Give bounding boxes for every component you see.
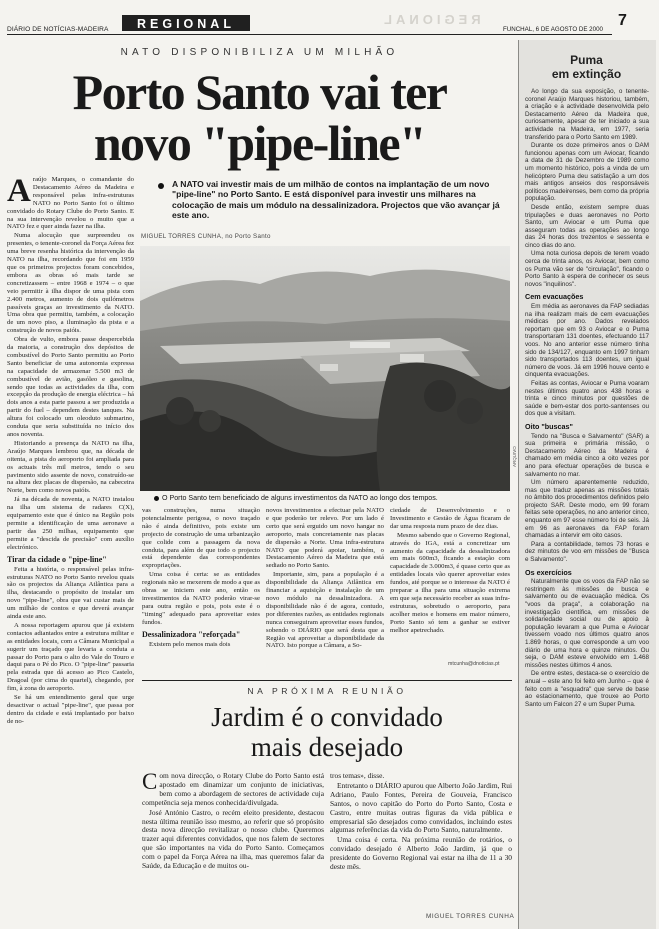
newspaper-name: DIÁRIO DE NOTÍCIAS-MADEIRA (7, 26, 109, 33)
col1-subhead: Tirar da cidade o "pipe-line" (7, 554, 107, 564)
main-col-2 (142, 507, 260, 667)
sidebar-body (525, 88, 649, 926)
author-email: mtcunha@dnoticias.pt (448, 661, 500, 667)
section-mirror: REGIONAL (380, 12, 481, 27)
col1-para-7: A nossa reportagem apurou que já existem contactos adiantados entre a estrutura militar e as entidades locais, com a Câmara Municipal a sugerir um traçado que levaria a conduta a passar do Porto para o alto do Vale do Touro e daqui para o Pé do Pico. O "pipe-line" passaria pela estrada que dá acesso ao Pico Castelo, Dragoal (por cima do quartel), chegando, por fim, à zona do aeroporto. (7, 621, 134, 693)
second-headline-line2: mais desejado (250, 732, 404, 762)
caption-bullet-icon (154, 496, 159, 501)
col1-para-6: Feita a história, o responsável pelas infra-estruturas NATO no Porto Santo revelou quais são os projectos da Aliança Atlântica para a ilha, destacando o propósito de instalar um novo "pipe-line", obra que vai custar mais de um milhão de contos e que deverá avançar ainda este ano. (7, 565, 134, 621)
sidebar-subhead-1: Cem evacuações (525, 292, 584, 302)
second-col-1 (142, 772, 324, 922)
second-credit: MIGUEL TORRES CUNHA (426, 913, 515, 920)
second-kicker: NA PRÓXIMA REUNIÃO (247, 686, 407, 696)
second-col1-para-2: José António Castro, o recém eleito presidente, destacou nesta última reunião isso mesmo, ao referir que só propósito desta nova direcção revitalizar o nosso clube. Queremos trazer aqui diferentes convidados, que nos falem de sectores que são importantes na vida do Porto Santo. Começamos com o papel da Força Aérea na ilha, mas queremos falar da Saúde, da Educação e de muitos ou- (142, 807, 324, 871)
photo-caption-text: O Porto Santo tem beneficiado de alguns investimentos da NATO ao longo dos tempos. (162, 494, 438, 502)
photo-side-credit: ARQUIVO (512, 446, 517, 467)
second-col2-para-3: Uma coisa é certa. Na próxima reunião de rotários, o convidado desejado é Alberto João Jardim, já que o presidente do Governo Regional vai estar na ilha de 11 a 30 deste mês. (330, 835, 512, 872)
second-col2-para-2: Entretanto o DIÁRIO apurou que Alberto João Jardim, Rui Adriano, Paulo Fontes, Pereira de Gouveia, Francisco Santos, o novo capitão do Porto do Porto Santo, Costa e Castro, entre muitas outras figuras da vida pública e empresarial são desejados como convidados, incluindo estes algumas referências da vida do Porto Santo, naturalmente. (330, 780, 512, 835)
photo-credit: MIGUEL TORRES CUNHA, no Porto Santo (141, 233, 271, 240)
sidebar-para-3: Desde então, existem sempre duas tripulações e duas aeronaves no Porto Santo, um Aviocar e um Puma que asseguram todas as operações ao longo das 24 horas dos trezentos e sessenta e cinco dias do ano. (525, 203, 649, 249)
col1-para-1: raújo Marques, o comandante do Destacamento Aéreo da Madeira e responsável pelas infra-estruturas NATO no Porto Santo foi o último convidado do Rotary Clube do Porto Santo. E na sua intervenção revelou o muito que a NATO fez e quer ainda fazer na ilha. (7, 176, 134, 231)
sidebar-title-line1: Puma (570, 53, 603, 67)
sidebar-para-6: Feitas as contas, Aviocar e Puma voaram nestes últimos quatro anos 438 horas e trinta e cinco minutos por questões de saúde e bem-estar dos porto-santenses ou dos que a visitam. (525, 379, 649, 418)
col1-para-3: Obra de vulto, embora passe despercebida da maioria, a construção dos depósitos de combustível do Porto Santo permitiu ao Porto Santo beneficiar de uma autonomia expressa na capacidade de armazenar 5.500 m3 de combustível de avião, gasóleo e gasolina, sendo que todas as actividades da ilha, com excepção da produção de energia eléctrica – há dois anos a esta parte passou a ser produzida a partir do fuel – dependem destes tanques. Na altura foi colocado um oleoduto submarino, conduta que seria substituída no início dos anos noventa. (7, 336, 134, 438)
main-lead: A NATO vai investir mais de um milhão de contos na implantação de um novo "pipe-line" no Porto Santo. E está disponível para investir uns milhares na colocação de mais um módulo na dessalinizadora. Projectos que vão avançar já este ano. (172, 179, 500, 221)
sidebar-para-10: Naturalmente que os voos da FAP não se restringem às missões de busca e salvamento ou de evacuação médica. Os "voos da praça", a colaboração na investigação científica, em missões de solidariedade social ou de apoio à população levaram a que Puma e Aviocar tivessem voado nos últimos quatro anos 1.869 horas, o que corresponde a um voo diário de uma hora e quinze minutos. Ou seja, o DAM esteve envolvido em 1.468 missões nestes últimos 4 anos. (525, 578, 649, 669)
col2-para-2: Uma coisa é certa: se as entidades regionais não se mexerem de modo a que as obras se iniciem este ano, então os investimentos da NATO poderão virar-se para outra região e pois, pois este é o "timing" adequado para aproveitar estes fundos. (142, 571, 260, 626)
sidebar-para-11: De entre estes, destaca-se o exercício de anual – este ano foi feito em Junho – que é feito com a "esquadra" que serve de base ao estacionamento, que trouxe ao Porto Santo um Falcon 27 e um Super Puma. (525, 670, 649, 708)
col1-para-4: Historiando a presença da NATO na ilha, Araújo Marques lembrou que, na década de oitenta, a pista do aeroporto foi ampliada para os actuais três mil metros, tendo o seu pavimento sido assente de novo, construído-se na altura dez placas de dispersão, na cabeceira Norte, bem como novos paióis. (7, 439, 134, 495)
second-col1-para-1: om nova direcção, o Rotary Clube do Porto Santo está apostado em dinamizar um conjunto de iniciativas, bem como a abordagem de sectores de actividade cuja competência seja menos conhecida/divulgada. (142, 772, 324, 807)
drop-cap: A (7, 176, 31, 209)
main-col-4 (390, 507, 510, 659)
second-col2-para-1: tros temas», disse. (330, 772, 385, 780)
main-headline-line1: Porto Santo vai ter (72, 64, 447, 120)
sidebar-para-4: Uma nota curiosa depois de terem voado cerca de trinta anos, os Aviocar, bem como os Puma vão ser de "circulação", ficando o Porto Santo à espera de conhecer os seus novos "inquilinos". (525, 250, 649, 288)
lead-bullet-icon (158, 183, 164, 189)
col1-para-5: Já na década de noventa, a NATO instalou na ilha um sistema de radares C(X), equipamento este que é único na Região pois permite a identificação de uma aeronave a partir das 250 milhas, equipamento que permite a "descida de precisão" com auxílio electrónico. (7, 496, 134, 551)
col1-para-2: Numa alocução que surpreendeu os presentes, o tenente-coronel da Força Aérea fez uma breve resenha histórica da intervenção da NATO na ilha, recordando que foi em 1959 que os primeiros projectos foram concebidos, embora as obras só mais tarde se concretizassem – entre 1968 e 1974 – o que veio permitir à ilha dispor de uma pista com 2.400 metros, aumento de dois quilómetros passíveis graças ao investimento da NATO. Uma obra que permitiu, também, a colocação de um novo piso, a iluminação da pista e a construção de novos paióis. (7, 232, 134, 335)
second-article-rule (142, 680, 512, 681)
section-label (122, 15, 250, 31)
page-number: 7 (618, 12, 627, 29)
second-drop-cap: C (142, 772, 158, 794)
sidebar-subhead-2: Oito "buscas" (525, 421, 573, 431)
second-col-2 (330, 772, 512, 912)
sidebar-para-5: Em média as aeronaves da FAP sediadas na ilha realizam mais de cem evacuações médicas por ano. Dados revelados reportam que em 93 o Aviocar e o Puma transportaram 131 doentes, efectuando 117 voos. No ano anterior esse número tinha sido de 134/127, enquanto em 1997 tinham sido transportados 113 doentes, um igual número de voos. Já em 1996 houve cento e cinquenta evacuações. (525, 303, 649, 379)
photo-caption (154, 494, 510, 502)
main-col-3 (266, 507, 384, 667)
main-kicker: NATO DISPONIBILIZA UM MILHÃO (120, 47, 399, 58)
sidebar-para-2: Durante os doze primeiros anos o DAM funcionou apenas com um Aviocar, ficando a data de 31 de Dezembro de 1989 como um momento histórico, pois a vinda de um helicóptero Puma deu satisfação a um dos mais antigos anseios dos responsáveis políticos madeirenses, bem como da própria população. (525, 142, 649, 203)
col2-subhead: Dessalinizadora "reforçada" (142, 629, 241, 639)
sidebar-para-8: Um número aparentemente reduzido, mas que traduz apenas as missões totais no âmbito dos procedimentos definidos pelo projecto SAR. Deste modo, em 99 foram feitas sete operações, no ano anterior cinco, enquanto em 97 esse número foi de seis. Já em 96 as aeronaves da FAP foram chamadas a intervir em oito casos. (525, 479, 649, 540)
sidebar-para-1: Ao longo da sua exposição, o tenente-coronel Araújo Marques historiou, também, a criação e a actividade desenvolvida pelo Destacamento Aéreo da Madeira que, curiosamente, apesar de ter iniciado a sua actividade na Madeira, em 1977, seria transferido para o Porto Santo em 1989. (525, 88, 649, 141)
edition-date: FUNCHAL, 6 DE AGOSTO DE 2000 (503, 26, 603, 33)
porto-santo-photo (140, 246, 510, 491)
col1-para-8: Se há um entendimento geral que urge desactivar o actual "pipe-line", que passa por dentro da cidade e está implantado por baixo de no- (7, 694, 134, 725)
col4-para-2: Mesmo sabendo que o Governo Regional, através do IGA, está a concretizar um aumento da capacidade da dessalinizadora em mais 600m3, ficando a estação com capacidade de 3.000m3, é quase certo que as entidades locais vão querer aproveitar estes fundos, até porque se o interesse da NATO é preparar a ilha para uma situação extrema em que seja necessário receber as suas infra-estruturas, sobretudo o aeroporto, para acolher meios e homens em maior número, Porto Santo só tem a ganhar se estiver melhor apetrechado. (390, 531, 510, 634)
sidebar-para-9: Para a contabilidade, temos 73 horas e dez minutos de voo em missões de "Busca e Salvamento". (525, 540, 649, 564)
col3-para-2: Importante, sim, para a população é a disponibilidade da Aliança Atlântica em financiar a aquisição e instalação de um novo módulo na dessalinizadora. A disponibilidade não é de agora, contudo, por diferentes razões, as entidades regionais nunca conseguiram aproveitar esses fundos, sobendo o DIÁRIO que será desta que a Região vai aproveitar a disponibilidade da NATO. Isto porque a Câmara, a So- (266, 571, 384, 650)
sidebar-subhead-3: Os exercícios (525, 567, 572, 577)
main-col-1 (7, 176, 134, 920)
sidebar-title-line2: em extinção (551, 67, 622, 81)
col3-para-1: novos investimentos a efectuar pela NATO e que poderão ter relevo. Por um lado é certo que será erguido um novo hangar no aeroporto, mais concretamente nas placas de dispersão a Norte. Uma infra-estrutura NATO que poderá apoiar, também, o Destacamento Aéreo da Madeira que está sediado no Porto Santo. (266, 507, 384, 570)
photo-landscape (140, 246, 510, 491)
col2-para-1: vas construções, numa situação potencialmente perigosa, o novo traçado não é ainda definitivo, pois existe um projecto de construção de uma urbanização que colide com a passagem da nova conduta, para além de que todo o projecto está dependente das correspondentes expropriações. (142, 507, 260, 570)
sidebar-para-7: Tendo na "Busca e Salvamento" (SAR) a sua primeira e primária missão, o Destacamento Aéreo da Madeira é chamado em média cinco a oito vezes por ano para efectuar operações de busca e salvamento no mar. (525, 432, 649, 478)
second-headline-line1: Jardim é o convidado (211, 702, 443, 732)
header-rule (7, 34, 612, 35)
col2-para-3: Existem pelo menos mais dois (149, 640, 231, 648)
section-label-text: REGIONAL (137, 17, 235, 31)
main-headline-line2: novo "pipe-line" (93, 115, 426, 171)
col4-para-1: ciedade de Desenvolvimento e o Investimento e Gestão de Água ficaram de dar uma resposta num prazo de dez dias. (390, 507, 510, 530)
